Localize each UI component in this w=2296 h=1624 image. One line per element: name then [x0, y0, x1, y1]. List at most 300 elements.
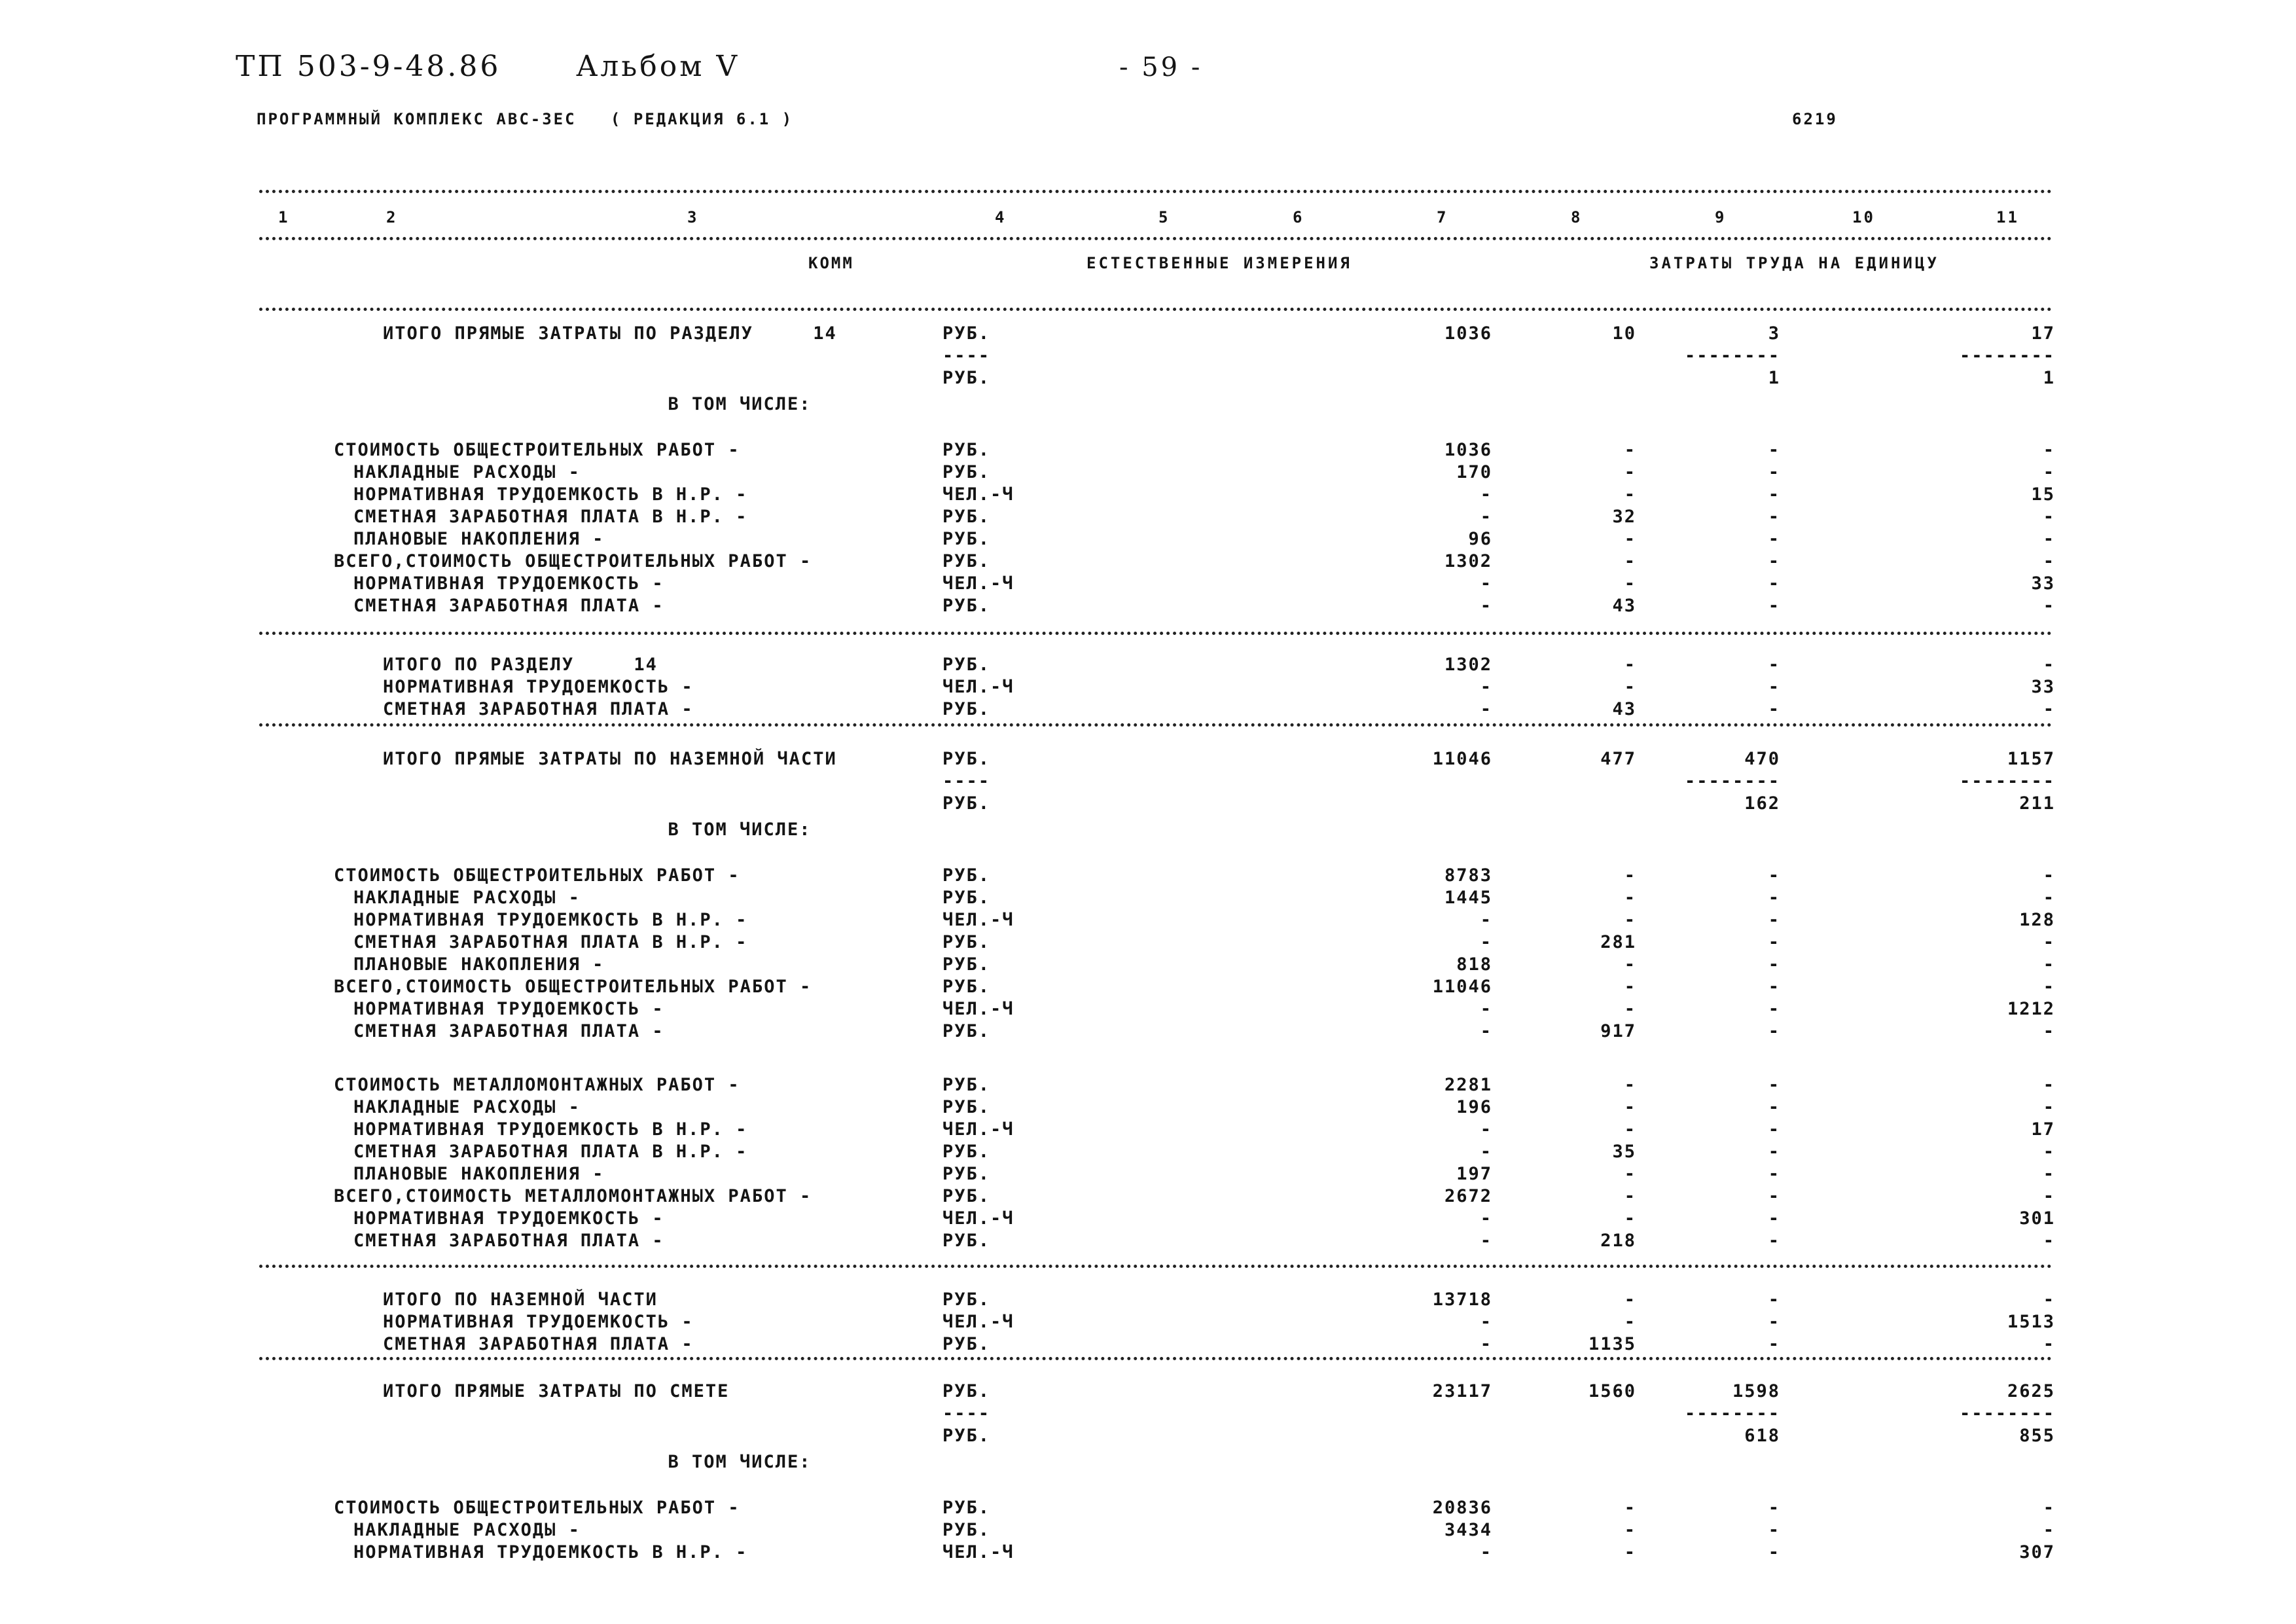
row-label: СМЕТНАЯ ЗАРАБОТНАЯ ПЛАТА -	[383, 1334, 694, 1354]
column-number-8: 8	[1571, 208, 1583, 226]
cell-col7: -	[1480, 910, 1492, 930]
cell-col8: -	[1624, 1119, 1636, 1140]
row-unit: РУБ.	[942, 1021, 991, 1041]
cell-col8: -	[1624, 677, 1636, 697]
table-row	[0, 888, 2296, 910]
table-row	[0, 1119, 2296, 1142]
cell-col9: --------	[1684, 771, 1780, 791]
row-unit: РУБ.	[942, 368, 991, 388]
cell-col11: 17	[2031, 323, 2055, 344]
table-row	[0, 440, 2296, 462]
table-row	[0, 551, 2296, 573]
cell-col9: 162	[1744, 793, 1780, 814]
cell-col8: -	[1624, 462, 1636, 482]
cell-col9: 3	[1768, 323, 1780, 344]
table-row	[0, 677, 2296, 699]
cell-col11: -	[2043, 462, 2055, 482]
row-unit: РУБ.	[942, 749, 991, 769]
cell-col8: 917	[1600, 1021, 1636, 1041]
cell-col8: -	[1624, 1097, 1636, 1117]
cell-col7: -	[1480, 999, 1492, 1019]
row-unit: РУБ.	[942, 1426, 991, 1446]
cell-col7: 11046	[1432, 749, 1492, 769]
row-label: СМЕТНАЯ ЗАРАБОТНАЯ ПЛАТА -	[353, 1021, 664, 1041]
cell-col9: -	[1768, 1208, 1780, 1229]
cell-col11: -	[2043, 1290, 2055, 1310]
cell-col8: -	[1624, 1312, 1636, 1332]
cell-col9: -	[1768, 999, 1780, 1019]
cell-col11: 17	[2031, 1119, 2055, 1140]
cell-col8: -	[1624, 1290, 1636, 1310]
row-unit: ЧЕЛ.-Ч	[942, 677, 1014, 697]
table-row	[0, 1075, 2296, 1097]
row-label: ВСЕГО,СТОИМОСТЬ ОБЩЕСТРОИТЕЛЬНЫХ РАБОТ -	[334, 551, 812, 571]
row-label: СТОИМОСТЬ ОБЩЕСТРОИТЕЛЬНЫХ РАБОТ -	[334, 440, 740, 460]
cell-col11: 307	[2019, 1542, 2055, 1562]
cell-col7: 818	[1456, 954, 1492, 975]
row-label: ВСЕГО,СТОИМОСТЬ ОБЩЕСТРОИТЕЛЬНЫХ РАБОТ -	[334, 977, 812, 997]
table-row	[0, 573, 2296, 596]
cell-col11: -	[2043, 1231, 2055, 1251]
cell-col11: -	[2043, 655, 2055, 675]
column-number-9: 9	[1715, 208, 1727, 226]
cell-col11: 211	[2019, 793, 2055, 814]
cell-col9: -	[1768, 1164, 1780, 1184]
cell-col11: --------	[1959, 771, 2055, 791]
cell-col9: -	[1768, 596, 1780, 616]
column-number-10: 10	[1852, 208, 1875, 226]
cell-col9: -	[1768, 1119, 1780, 1140]
table-row	[0, 462, 2296, 484]
row-label: В ТОМ ЧИСЛЕ:	[668, 820, 812, 840]
table-row	[0, 910, 2296, 932]
row-unit: ЧЕЛ.-Ч	[942, 484, 1014, 505]
col-group-right: ЗАТРАТЫ ТРУДА НА ЕДИНИЦУ	[1649, 254, 1939, 272]
row-label: НОРМАТИВНАЯ ТРУДОЕМКОСТЬ -	[353, 1208, 664, 1229]
cell-col9: -	[1768, 865, 1780, 886]
cell-col8: 218	[1600, 1231, 1636, 1251]
cell-col8: 35	[1612, 1142, 1636, 1162]
row-label: ПЛАНОВЫЕ НАКОПЛЕНИЯ -	[353, 954, 605, 975]
table-row	[0, 346, 2296, 368]
cell-col9: -	[1768, 1334, 1780, 1354]
cell-col11: -	[2043, 1097, 2055, 1117]
table-row	[0, 368, 2296, 390]
cell-col9: -	[1768, 507, 1780, 527]
row-unit: РУБ.	[942, 1142, 991, 1162]
cell-col7: -	[1480, 484, 1492, 505]
section-subheading	[0, 820, 2296, 842]
cell-col7: -	[1480, 677, 1492, 697]
cell-col9: -	[1768, 484, 1780, 505]
cell-col9: --------	[1684, 1403, 1780, 1424]
cell-col11: -	[2043, 1164, 2055, 1184]
row-label: СТОИМОСТЬ ОБЩЕСТРОИТЕЛЬНЫХ РАБОТ -	[334, 865, 740, 886]
table-row	[0, 1021, 2296, 1043]
cell-col7: 1445	[1444, 888, 1492, 908]
row-unit: ЧЕЛ.-Ч	[942, 999, 1014, 1019]
row-label: НАКЛАДНЫЕ РАСХОДЫ -	[353, 462, 581, 482]
column-number-11: 11	[1996, 208, 2019, 226]
row-label: СМЕТНАЯ ЗАРАБОТНАЯ ПЛАТА -	[383, 699, 694, 719]
row-label: НОРМАТИВНАЯ ТРУДОЕМКОСТЬ -	[353, 999, 664, 1019]
cell-col9: -	[1768, 655, 1780, 675]
row-label: СТОИМОСТЬ МЕТАЛЛОМОНТАЖНЫХ РАБОТ -	[334, 1075, 740, 1095]
cell-col7: -	[1480, 1312, 1492, 1332]
row-label: НОРМАТИВНАЯ ТРУДОЕМКОСТЬ В Н.Р. -	[353, 1542, 748, 1562]
cell-col8: -	[1624, 440, 1636, 460]
row-label: СМЕТНАЯ ЗАРАБОТНАЯ ПЛАТА -	[353, 1231, 664, 1251]
row-unit: РУБ.	[942, 462, 991, 482]
cell-col11: -	[2043, 596, 2055, 616]
cell-col9: -	[1768, 1312, 1780, 1332]
row-label: НАКЛАДНЫЕ РАСХОДЫ -	[353, 888, 581, 908]
cell-col11: 2625	[2007, 1381, 2055, 1401]
cell-col9: -	[1768, 1097, 1780, 1117]
row-unit: ЧЕЛ.-Ч	[942, 1208, 1014, 1229]
col-group-middle: ЕСТЕСТВЕННЫЕ ИЗМЕРЕНИЯ	[1086, 254, 1352, 272]
cell-col8: -	[1624, 1075, 1636, 1095]
row-unit: ----	[942, 1403, 991, 1424]
cell-col8: 32	[1612, 507, 1636, 527]
row-unit: РУБ.	[942, 1290, 991, 1310]
document-code: ТП 503-9-48.86	[236, 50, 501, 83]
row-label: НАКЛАДНЫЕ РАСХОДЫ -	[353, 1097, 581, 1117]
row-unit: РУБ.	[942, 1186, 991, 1206]
cell-col11: -	[2043, 932, 2055, 952]
table-row	[0, 507, 2296, 529]
separator-header	[259, 308, 2053, 311]
cell-col9: -	[1768, 1231, 1780, 1251]
cell-col8: 10	[1612, 323, 1636, 344]
program-line: ПРОГРАММНЫЙ КОМПЛЕКС АВС-3ЕС ( РЕДАКЦИЯ 6.1 )	[257, 110, 794, 128]
cell-col9: 1	[1768, 368, 1780, 388]
row-unit: ЧЕЛ.-Ч	[942, 1542, 1014, 1562]
row-unit: РУБ.	[942, 1097, 991, 1117]
table-row	[0, 1403, 2296, 1426]
row-unit: РУБ.	[942, 323, 991, 344]
row-label: ИТОГО ПРЯМЫЕ ЗАТРАТЫ ПО НАЗЕМНОЙ ЧАСТИ	[383, 749, 837, 769]
cell-col9: -	[1768, 462, 1780, 482]
table-row	[0, 999, 2296, 1021]
table-row	[0, 655, 2296, 677]
cell-col7: -	[1480, 1208, 1492, 1229]
cell-col11: -	[2043, 1075, 2055, 1095]
col-group-left: КОММ	[808, 254, 854, 272]
cell-col9: -	[1768, 1542, 1780, 1562]
cell-col8: -	[1624, 551, 1636, 571]
cell-col7: -	[1480, 699, 1492, 719]
row-unit: РУБ.	[942, 977, 991, 997]
cell-col9: -	[1768, 573, 1780, 594]
table-row	[0, 771, 2296, 793]
cell-col7: -	[1480, 1142, 1492, 1162]
cell-col11: -	[2043, 440, 2055, 460]
cell-col9: 1598	[1732, 1381, 1780, 1401]
cell-col9: -	[1768, 551, 1780, 571]
table-row	[0, 1498, 2296, 1520]
cell-col9: --------	[1684, 346, 1780, 366]
cell-col9: -	[1768, 1021, 1780, 1041]
table-row	[0, 1426, 2296, 1448]
cell-col11: -	[2043, 1021, 2055, 1041]
column-number-7: 7	[1437, 208, 1448, 226]
cell-col11: --------	[1959, 346, 2055, 366]
row-unit: РУБ.	[942, 1520, 991, 1540]
cell-col11: 33	[2031, 573, 2055, 594]
cell-col7: 1302	[1444, 655, 1492, 675]
cell-col8: -	[1624, 1208, 1636, 1229]
table-row	[0, 749, 2296, 771]
row-label: ВСЕГО,СТОИМОСТЬ МЕТАЛЛОМОНТАЖНЫХ РАБОТ -	[334, 1186, 812, 1206]
cell-col9: -	[1768, 529, 1780, 549]
cell-col11: 1513	[2007, 1312, 2055, 1332]
row-unit: РУБ.	[942, 1075, 991, 1095]
row-label: ИТОГО ПРЯМЫЕ ЗАТРАТЫ ПО СМЕТЕ	[383, 1381, 730, 1401]
row-unit: РУБ.	[942, 865, 991, 886]
cell-col7: 11046	[1432, 977, 1492, 997]
cell-col7: 13718	[1432, 1290, 1492, 1310]
table-row	[0, 1290, 2296, 1312]
row-label: СМЕТНАЯ ЗАРАБОТНАЯ ПЛАТА В Н.Р. -	[353, 507, 748, 527]
row-label: СМЕТНАЯ ЗАРАБОТНАЯ ПЛАТА -	[353, 596, 664, 616]
cell-col8: 43	[1612, 699, 1636, 719]
table-row	[0, 1312, 2296, 1334]
cell-col11: -	[2043, 954, 2055, 975]
row-label: ИТОГО ПРЯМЫЕ ЗАТРАТЫ ПО РАЗДЕЛУ 14	[383, 323, 837, 344]
code-right: 6219	[1792, 110, 1838, 128]
cell-col9: -	[1768, 932, 1780, 952]
column-number-1: 1	[278, 208, 290, 226]
separator-top	[259, 190, 2053, 193]
row-unit: РУБ.	[942, 932, 991, 952]
row-label: ПЛАНОВЫЕ НАКОПЛЕНИЯ -	[353, 529, 605, 549]
cell-col9: -	[1768, 677, 1780, 697]
table-row	[0, 1186, 2296, 1208]
row-label: ИТОГО ПО НАЗЕМНОЙ ЧАСТИ	[383, 1290, 658, 1310]
row-unit: РУБ.	[942, 529, 991, 549]
table-row	[0, 1334, 2296, 1356]
row-unit: ----	[942, 346, 991, 366]
table-row	[0, 484, 2296, 507]
column-number-4: 4	[995, 208, 1007, 226]
cell-col11: -	[2043, 1334, 2055, 1354]
row-label: ПЛАНОВЫЕ НАКОПЛЕНИЯ -	[353, 1164, 605, 1184]
section-separator	[259, 632, 2053, 635]
cell-col9: -	[1768, 1186, 1780, 1206]
table-row	[0, 323, 2296, 346]
cell-col7: 3434	[1444, 1520, 1492, 1540]
row-unit: ----	[942, 771, 991, 791]
column-number-3: 3	[687, 208, 699, 226]
cell-col7: 1036	[1444, 323, 1492, 344]
cell-col7: -	[1480, 596, 1492, 616]
row-label: НАКЛАДНЫЕ РАСХОДЫ -	[353, 1520, 581, 1540]
cell-col8: 1135	[1588, 1334, 1636, 1354]
row-label: НОРМАТИВНАЯ ТРУДОЕМКОСТЬ -	[353, 573, 664, 594]
page-number: - 59 -	[1119, 52, 1203, 82]
cell-col11: 33	[2031, 677, 2055, 697]
cell-col7: -	[1480, 1119, 1492, 1140]
row-unit: ЧЕЛ.-Ч	[942, 573, 1014, 594]
cell-col11: 128	[2019, 910, 2055, 930]
row-label: НОРМАТИВНАЯ ТРУДОЕМКОСТЬ В Н.Р. -	[353, 910, 748, 930]
cell-col7: 2281	[1444, 1075, 1492, 1095]
cell-col11: -	[2043, 529, 2055, 549]
cell-col8: -	[1624, 655, 1636, 675]
cell-col8: 477	[1600, 749, 1636, 769]
cell-col7: 196	[1456, 1097, 1492, 1117]
section-separator	[259, 723, 2053, 727]
section-separator	[259, 1265, 2053, 1268]
table-row	[0, 1231, 2296, 1253]
cell-col9: -	[1768, 1520, 1780, 1540]
table-row	[0, 865, 2296, 888]
cell-col7: -	[1480, 1334, 1492, 1354]
cell-col9: -	[1768, 977, 1780, 997]
cell-col8: -	[1624, 573, 1636, 594]
table-row	[0, 529, 2296, 551]
cell-col9: -	[1768, 954, 1780, 975]
cell-col9: -	[1768, 1142, 1780, 1162]
cell-col8: -	[1624, 1520, 1636, 1540]
cell-col9: -	[1768, 910, 1780, 930]
cell-col9: -	[1768, 699, 1780, 719]
cell-col11: 855	[2019, 1426, 2055, 1446]
table-row	[0, 1208, 2296, 1231]
row-label: НОРМАТИВНАЯ ТРУДОЕМКОСТЬ В Н.Р. -	[353, 1119, 748, 1140]
cell-col9: -	[1768, 1290, 1780, 1310]
column-number-5: 5	[1158, 208, 1170, 226]
row-label: СМЕТНАЯ ЗАРАБОТНАЯ ПЛАТА В Н.Р. -	[353, 932, 748, 952]
row-unit: РУБ.	[942, 1231, 991, 1251]
row-label: В ТОМ ЧИСЛЕ:	[668, 394, 812, 414]
table-row	[0, 793, 2296, 816]
row-unit: РУБ.	[942, 507, 991, 527]
cell-col11: -	[2043, 888, 2055, 908]
section-subheading	[0, 394, 2296, 416]
table-row	[0, 596, 2296, 618]
cell-col8: -	[1624, 977, 1636, 997]
row-unit: РУБ.	[942, 954, 991, 975]
cell-col11: 1	[2043, 368, 2055, 388]
row-label: СТОИМОСТЬ ОБЩЕСТРОИТЕЛЬНЫХ РАБОТ -	[334, 1498, 740, 1518]
cell-col11: 15	[2031, 484, 2055, 505]
cell-col8: 281	[1600, 932, 1636, 952]
cell-col11: 1157	[2007, 749, 2055, 769]
row-unit: РУБ.	[942, 888, 991, 908]
cell-col8: -	[1624, 910, 1636, 930]
cell-col11: -	[2043, 865, 2055, 886]
row-unit: ЧЕЛ.-Ч	[942, 1119, 1014, 1140]
table-row	[0, 932, 2296, 954]
cell-col7: 2672	[1444, 1186, 1492, 1206]
cell-col11: -	[2043, 1186, 2055, 1206]
column-number-6: 6	[1293, 208, 1304, 226]
cell-col7: 1302	[1444, 551, 1492, 571]
table-row	[0, 1142, 2296, 1164]
table-row	[0, 1520, 2296, 1542]
cell-col7: 20836	[1432, 1498, 1492, 1518]
cell-col9: -	[1768, 888, 1780, 908]
row-label: НОРМАТИВНАЯ ТРУДОЕМКОСТЬ -	[383, 677, 694, 697]
section-separator	[259, 1357, 2053, 1360]
cell-col8: 1560	[1588, 1381, 1636, 1401]
row-unit: РУБ.	[942, 655, 991, 675]
row-unit: ЧЕЛ.-Ч	[942, 1312, 1014, 1332]
row-unit: РУБ.	[942, 1498, 991, 1518]
cell-col7: -	[1480, 507, 1492, 527]
row-label: НОРМАТИВНАЯ ТРУДОЕМКОСТЬ -	[383, 1312, 694, 1332]
cell-col11: -	[2043, 977, 2055, 997]
cell-col8: -	[1624, 865, 1636, 886]
cell-col7: 1036	[1444, 440, 1492, 460]
cell-col8: -	[1624, 888, 1636, 908]
cell-col8: -	[1624, 484, 1636, 505]
table-row	[0, 1542, 2296, 1564]
album-label: Альбом V	[576, 50, 740, 83]
cell-col9: 470	[1744, 749, 1780, 769]
row-label: СМЕТНАЯ ЗАРАБОТНАЯ ПЛАТА В Н.Р. -	[353, 1142, 748, 1162]
cell-col7: -	[1480, 573, 1492, 594]
cell-col8: -	[1624, 954, 1636, 975]
cell-col7: 197	[1456, 1164, 1492, 1184]
cell-col8: -	[1624, 1164, 1636, 1184]
row-unit: ЧЕЛ.-Ч	[942, 910, 1014, 930]
cell-col11: -	[2043, 507, 2055, 527]
cell-col11: -	[2043, 551, 2055, 571]
cell-col8: -	[1624, 1186, 1636, 1206]
separator-colnums	[259, 237, 2053, 240]
cell-col11: --------	[1959, 1403, 2055, 1424]
cell-col9: -	[1768, 440, 1780, 460]
table-row	[0, 1164, 2296, 1186]
row-label: НОРМАТИВНАЯ ТРУДОЕМКОСТЬ В Н.Р. -	[353, 484, 748, 505]
cell-col7: -	[1480, 1021, 1492, 1041]
table-row	[0, 977, 2296, 999]
cell-col9: -	[1768, 1498, 1780, 1518]
cell-col9: -	[1768, 1075, 1780, 1095]
cell-col7: 23117	[1432, 1381, 1492, 1401]
row-unit: РУБ.	[942, 1164, 991, 1184]
row-unit: РУБ.	[942, 1334, 991, 1354]
cell-col11: -	[2043, 1520, 2055, 1540]
cell-col11: 1212	[2007, 999, 2055, 1019]
row-label: ИТОГО ПО РАЗДЕЛУ 14	[383, 655, 658, 675]
table-row	[0, 954, 2296, 977]
row-unit: РУБ.	[942, 440, 991, 460]
cell-col8: -	[1624, 529, 1636, 549]
row-unit: РУБ.	[942, 596, 991, 616]
table-row	[0, 1097, 2296, 1119]
cell-col9: 618	[1744, 1426, 1780, 1446]
row-unit: РУБ.	[942, 793, 991, 814]
cell-col7: -	[1480, 1231, 1492, 1251]
cell-col7: -	[1480, 932, 1492, 952]
row-unit: РУБ.	[942, 1381, 991, 1401]
cell-col7: 170	[1456, 462, 1492, 482]
table-row	[0, 1381, 2296, 1403]
cell-col11: 301	[2019, 1208, 2055, 1229]
cell-col8: -	[1624, 1498, 1636, 1518]
cell-col8: -	[1624, 1542, 1636, 1562]
cell-col11: -	[2043, 1142, 2055, 1162]
cell-col7: -	[1480, 1542, 1492, 1562]
row-label: В ТОМ ЧИСЛЕ:	[668, 1452, 812, 1472]
section-subheading	[0, 1452, 2296, 1474]
row-unit: РУБ.	[942, 551, 991, 571]
cell-col7: 8783	[1444, 865, 1492, 886]
